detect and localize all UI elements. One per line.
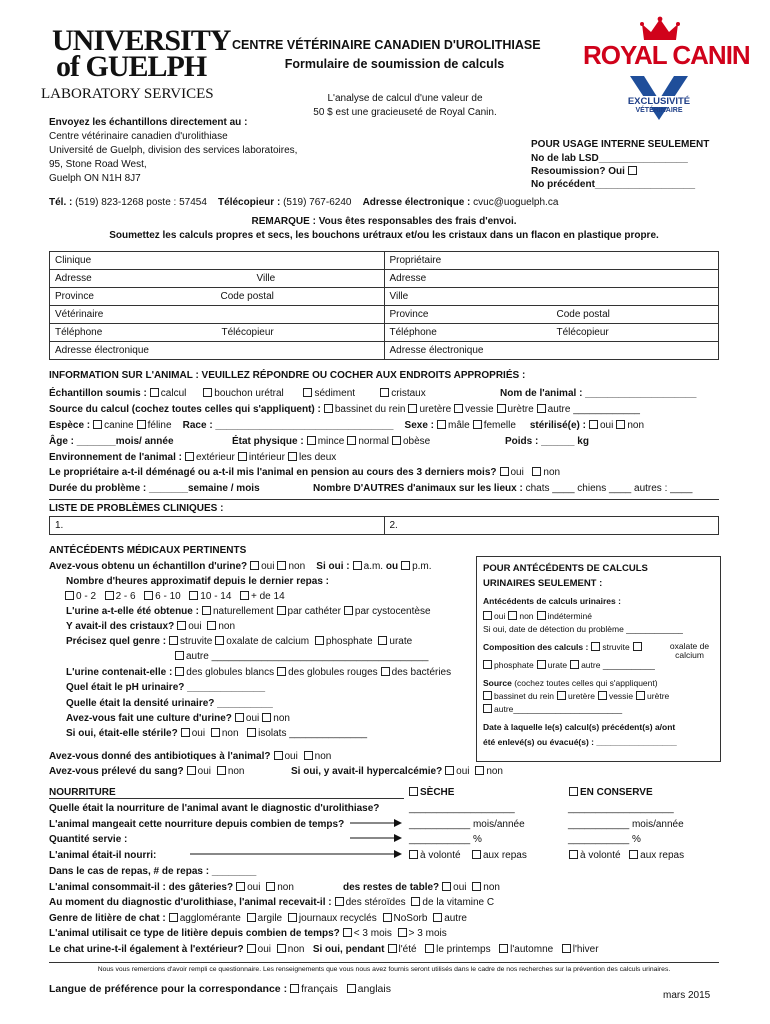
checkbox[interactable] <box>633 642 642 651</box>
resubmission-field[interactable]: Resoumission? Oui <box>531 166 639 177</box>
dry-feeding-options: à volonté aux repas <box>406 850 527 861</box>
checkbox[interactable] <box>472 882 481 891</box>
resubmission-checkbox[interactable] <box>628 166 637 175</box>
clinic-phone-field[interactable]: Téléphone Télécopieur <box>50 324 385 342</box>
address-line-3: 95, Stone Road West, <box>49 159 147 170</box>
ph-field[interactable]: Quel était le pH urinaire? ______________ <box>66 682 265 693</box>
checkbox[interactable] <box>277 561 286 570</box>
checkbox[interactable] <box>175 651 184 660</box>
veterinarian-field[interactable]: Vétérinaire <box>50 306 385 324</box>
checkbox[interactable] <box>187 766 196 775</box>
clinic-owner-table <box>49 251 719 360</box>
checkbox[interactable] <box>236 882 245 891</box>
checkbox[interactable] <box>497 404 506 413</box>
medical-heading: ANTÉCÉDENTS MÉDICAUX PERTINENTS <box>49 545 247 556</box>
checkbox[interactable] <box>169 913 178 922</box>
blood-row: Avez-vous prélevé du sang? oui non <box>49 766 245 777</box>
send-to-heading: Envoyez les échantillons directement au : <box>49 117 248 128</box>
owner-address-field[interactable]: Adresse <box>384 270 719 288</box>
canned-food-name-field[interactable]: ___________________ <box>568 803 674 814</box>
checkbox[interactable] <box>378 636 387 645</box>
checkbox[interactable] <box>177 621 186 630</box>
checkbox[interactable] <box>472 850 481 859</box>
age-row: Âge : _______mois/ année <box>49 436 174 447</box>
checkbox[interactable] <box>235 713 244 722</box>
stone-source-row: Source du calcul (cochez toutes celles qui s'appliquent) : bassinet du rein uretère vessie urètre autre ____________ <box>49 404 640 415</box>
checkbox[interactable] <box>290 984 299 993</box>
checkbox[interactable] <box>473 420 482 429</box>
checkbox[interactable] <box>335 897 344 906</box>
checkbox[interactable] <box>353 561 362 570</box>
form-subtitle: Formulaire de soumission de calculs <box>284 57 505 71</box>
canned-food-header: EN CONSERVE <box>566 787 653 798</box>
checkbox[interactable] <box>569 850 578 859</box>
checkbox[interactable] <box>570 660 579 669</box>
litter-row: Genre de litière de chat : agglomérante argile journaux recyclés NoSorb autre <box>49 913 467 924</box>
checkbox[interactable] <box>454 404 463 413</box>
checkbox[interactable] <box>347 984 356 993</box>
checkbox[interactable] <box>247 913 256 922</box>
checkbox[interactable] <box>274 751 283 760</box>
checkbox[interactable] <box>383 913 392 922</box>
side-date-field[interactable]: Si oui, date de détection du problème ____________ <box>483 624 683 634</box>
side-source-options: bassinet du rein uretère vessie urètre <box>480 691 669 701</box>
checkbox[interactable] <box>557 691 566 700</box>
animal-info-heading: INFORMATION SUR L'ANIMAL : VEUILLEZ RÉPONDRE OU COCHER AUX ENDROITS APPROPRIÉS : <box>49 370 526 381</box>
form-title: CENTRE VÉTÉRINAIRE CANADIEN D'UROLITHIASE <box>232 38 541 52</box>
checkbox[interactable] <box>442 882 451 891</box>
form-date: mars 2015 <box>663 990 711 1001</box>
checkbox[interactable] <box>277 667 286 676</box>
arrow-right-icon <box>350 818 402 831</box>
remark-line-2: Soumettez les calculs propres et secs, les bouchons urétraux et/ou les cristaux dans un flacon en plastique propre. <box>109 230 659 241</box>
side-heading-1: POUR ANTÉCÉDENTS DE CALCULS <box>483 563 648 574</box>
checkbox[interactable] <box>304 751 313 760</box>
dry-food-duration-field[interactable]: ___________ mois/année <box>409 819 525 830</box>
owner-email-field[interactable]: Adresse électronique <box>384 342 719 360</box>
exclusivity-subtext: VÉTÉRINAIRE <box>635 107 683 114</box>
checkbox[interactable] <box>408 404 417 413</box>
checkbox[interactable] <box>381 667 390 676</box>
crystals-row: Y avait-il des cristaux? oui non <box>66 621 236 632</box>
checkbox[interactable] <box>315 636 324 645</box>
checkbox[interactable] <box>150 388 159 397</box>
moved-row: Le propriétaire a-t-il déménagé ou a-t-il mis l'animal en pension au cours des 3 derniers mois? oui non <box>49 467 561 478</box>
checkbox[interactable] <box>392 436 401 445</box>
animal-name-field[interactable]: Nom de l'animal : ____________________ <box>500 388 697 399</box>
checkbox[interactable] <box>185 452 194 461</box>
checkbox[interactable] <box>445 766 454 775</box>
checkbox[interactable] <box>207 621 216 630</box>
clinic-address-field[interactable]: Adresse Ville <box>50 270 385 288</box>
density-field[interactable]: Quelle était la densité urinaire? __________ <box>66 698 273 709</box>
physical-state-row: État physique : mince normal obèse <box>232 436 431 447</box>
checkbox[interactable] <box>483 660 492 669</box>
checkbox[interactable] <box>499 944 508 953</box>
checkbox[interactable] <box>202 606 211 615</box>
problems-table <box>49 516 719 535</box>
feeding-label: L'animal était-il nourri: <box>49 850 157 861</box>
table-scraps-row: des restes de table? oui non <box>343 882 500 893</box>
sterile-row: Si oui, était-elle stérile? oui non isolats ______________ <box>66 728 368 739</box>
checkbox[interactable] <box>307 436 316 445</box>
side-removal-date-1: Date à laquelle le(s) calcul(s) précédent(s) a/ont <box>483 722 676 732</box>
checkbox[interactable] <box>532 467 541 476</box>
checkbox[interactable] <box>437 420 446 429</box>
side-heading-2: URINAIRES SEULEMENT : <box>483 578 603 589</box>
problems-heading: LISTE DE PROBLÈMES CLINIQUES : <box>49 503 224 514</box>
urine-method-row: L'urine a-t-elle été obtenue : naturellement par cathéter par cystocentèse <box>66 606 431 617</box>
checkbox[interactable] <box>537 611 546 620</box>
checkbox[interactable] <box>636 691 645 700</box>
problem-2-field[interactable]: 2. <box>384 517 719 535</box>
laboratory-services: LABORATORY SERVICES <box>41 86 214 102</box>
previous-number-field[interactable]: No précédent__________________ <box>531 179 696 190</box>
address-line-1: Centre vétérinaire canadien d'urolithiase <box>49 131 228 142</box>
remark-line-1: REMARQUE : Vous êtes responsables des frais d'envoi. <box>251 216 517 227</box>
checkbox[interactable] <box>277 944 286 953</box>
hours-options-row: 0 - 2 2 - 6 6 - 10 10 - 14 + de 14 <box>62 591 285 602</box>
side-source-label: Source (cochez toutes celles qui s'appliquent) <box>483 678 658 688</box>
checkbox[interactable] <box>169 636 178 645</box>
checkbox[interactable] <box>181 728 190 737</box>
crystal-other-row: autre _______________________________________ <box>172 651 428 662</box>
crystal-type-row: Précisez quel genre : struvite oxalate de calcium phosphate urate <box>66 636 413 647</box>
quantity-label: Quantité servie : <box>49 834 128 845</box>
checkbox[interactable] <box>483 704 492 713</box>
checkbox[interactable] <box>277 606 286 615</box>
analysis-notice-2: 50 $ est une gracieuseté de Royal Canin. <box>313 107 497 118</box>
thank-you-note: Nous vous remercions d'avoir rempli ce questionnaire. Les renseignements que vous nous avez fournis seront utilisés dans le cadre de nos recherches sur la prévention des calculs urinaires. <box>97 966 671 973</box>
side-oxalate-label: oxalate de calcium <box>669 641 710 660</box>
arrow-right-icon <box>350 833 402 846</box>
side-history-label: Antécédents de calculs urinaires : <box>483 596 621 606</box>
checkbox[interactable] <box>240 591 249 600</box>
problem-duration-field[interactable]: Durée du problème : _______semaine / mois <box>49 483 260 494</box>
address-line-2: Université de Guelph, division des services laboratoires, <box>49 145 298 156</box>
university-logo-line1: UNIVERSITY <box>52 24 231 57</box>
side-composition-row-2: phosphate urate autre ___________ <box>480 660 655 670</box>
university-logo-line2: of GUELPH <box>56 50 207 83</box>
checkbox[interactable] <box>433 913 442 922</box>
side-composition-row: Composition des calculs : struvite <box>483 642 644 652</box>
other-animals-row: Nombre D'AUTRES d'animaux sur les lieux : chats ____ chiens ____ autres : ____ <box>313 483 693 494</box>
checkbox[interactable] <box>411 897 420 906</box>
weight-field[interactable]: Poids : ______ kg <box>505 436 589 447</box>
urine-sample-row: Avez-vous obtenu un échantillon d'urine? oui non Si oui : a.m. ou p.m. <box>49 561 432 572</box>
owner-city-field[interactable]: Ville <box>384 288 719 306</box>
hypercalcemia-row: Si oui, y avait-il hypercalcémie? oui non <box>291 766 503 777</box>
internal-use-heading: POUR USAGE INTERNE SEULEMENT <box>531 139 710 150</box>
checkbox[interactable] <box>562 944 571 953</box>
checkbox[interactable] <box>409 850 418 859</box>
checkbox[interactable] <box>189 591 198 600</box>
food-heading: NOURRITURE <box>49 787 116 798</box>
checkbox[interactable] <box>303 388 312 397</box>
royal-canin-logo: ROYAL CANIN <box>583 40 750 70</box>
checkbox[interactable] <box>388 944 397 953</box>
checkbox[interactable] <box>324 404 333 413</box>
dry-food-name-field[interactable]: ___________________ <box>409 803 515 814</box>
clinic-field[interactable]: Clinique <box>50 252 385 270</box>
owner-field[interactable]: Propriétaire <box>384 252 719 270</box>
dry-food-header: SÈCHE <box>406 787 454 798</box>
treats-row: L'animal consommait-il : des gâteries? oui non <box>49 882 294 893</box>
canned-quantity-field[interactable]: ___________ % <box>568 834 641 845</box>
outdoor-urination-row: Le chat urine-t-il également à l'extérieur? oui non Si oui, pendant l'été le printemps l'automne l'hiver <box>49 944 599 955</box>
hours-since-meal-label: Nombre d'heures approximatif depuis le dernier repas : <box>66 576 330 587</box>
canned-feeding-options: à volonté aux repas <box>566 850 684 861</box>
checkbox[interactable] <box>250 561 259 570</box>
checkbox[interactable] <box>589 420 598 429</box>
checkbox[interactable] <box>598 691 607 700</box>
checkbox[interactable] <box>93 420 102 429</box>
checkbox[interactable] <box>247 728 256 737</box>
checkbox[interactable] <box>425 944 434 953</box>
checkbox[interactable] <box>629 850 638 859</box>
species-row: Espèce : canine féline Race : ________________________________ Sexe : mâle femelle stérilisé(e) : oui non <box>49 420 645 431</box>
owner-province-field[interactable]: Province Code postal <box>384 306 719 324</box>
checkbox[interactable] <box>343 928 352 937</box>
address-line-4: Guelph ON N1H 8J7 <box>49 173 141 184</box>
food-before-label: Quelle était la nourriture de l'animal avant le diagnostic d'urolithiase? <box>49 803 380 814</box>
checkbox[interactable] <box>288 913 297 922</box>
checkbox[interactable] <box>398 928 407 937</box>
checkbox[interactable] <box>591 642 600 651</box>
checkbox[interactable] <box>344 606 353 615</box>
canned-food-duration-field[interactable]: ___________ mois/année <box>568 819 684 830</box>
clinic-email-field[interactable]: Adresse électronique <box>50 342 385 360</box>
checkbox[interactable] <box>211 728 220 737</box>
checkbox[interactable] <box>537 404 546 413</box>
arrow-right-icon <box>190 849 402 862</box>
urine-content-row: L'urine contenait-elle : des globules blancs des globules rouges des bactéries <box>66 667 452 678</box>
checkbox[interactable] <box>380 388 389 397</box>
food-duration-label: L'animal mangeait cette nourriture depuis combien de temps? <box>49 819 345 830</box>
contact-line: Tél. : (519) 823-1268 poste : 57454 Télécopieur : (519) 767-6240 Adresse électronique : cvuc@uoguelph.ca <box>49 197 559 208</box>
checkbox[interactable] <box>569 787 578 796</box>
checkbox[interactable] <box>266 882 275 891</box>
side-source-other: autre_______________________ <box>480 704 622 714</box>
antibiotics-row: Avez-vous donné des antibiotiques à l'animal? oui non <box>49 751 332 762</box>
checkbox[interactable] <box>616 420 625 429</box>
checkbox[interactable] <box>483 691 492 700</box>
environment-row: Environnement de l'animal : extérieur intérieur les deux <box>49 452 337 463</box>
side-history-options: oui non indéterminé <box>480 611 592 621</box>
checkbox[interactable] <box>238 452 247 461</box>
checkbox[interactable] <box>215 636 224 645</box>
checkbox[interactable] <box>475 766 484 775</box>
problem-1-field[interactable]: 1. <box>50 517 385 535</box>
checkbox[interactable] <box>483 611 492 620</box>
checkbox[interactable] <box>288 452 297 461</box>
checkbox[interactable] <box>217 766 226 775</box>
checkbox[interactable] <box>537 660 546 669</box>
checkbox[interactable] <box>401 561 410 570</box>
culture-row: Avez-vous fait une culture d'urine? oui non <box>66 713 290 724</box>
checkbox[interactable] <box>203 388 212 397</box>
checkbox[interactable] <box>508 611 517 620</box>
analysis-notice-1: L'analyse de calcul d'une valeur de <box>327 93 483 104</box>
checkbox[interactable] <box>409 787 418 796</box>
checkbox[interactable] <box>247 944 256 953</box>
steroids-row: Au moment du diagnostic d'urolithiase, l'animal recevait-il : des stéroïdes de la vitamine C <box>49 897 495 908</box>
checkbox[interactable] <box>105 591 114 600</box>
owner-phone-field[interactable]: Téléphone Télécopieur <box>384 324 719 342</box>
checkbox[interactable] <box>347 436 356 445</box>
clinic-province-field[interactable]: Province Code postal <box>50 288 385 306</box>
litter-duration-row: L'animal utilisait ce type de litière depuis combien de temps? < 3 mois > 3 mois <box>49 928 447 939</box>
language-row: Langue de préférence pour la correspondance : français anglais <box>49 983 391 995</box>
checkbox[interactable] <box>500 467 509 476</box>
meals-count-field[interactable]: Dans le cas de repas, # de repas : ________ <box>49 866 257 877</box>
exclusivity-text: EXCLUSIVITÉ <box>612 96 706 107</box>
sample-row: Échantillon soumis : calcul bouchon urétral sédiment cristaux <box>49 388 426 399</box>
checkbox[interactable] <box>65 591 74 600</box>
lab-number-field[interactable]: No de lab LSD________________ <box>531 153 688 164</box>
checkbox[interactable] <box>137 420 146 429</box>
side-removal-date-2[interactable]: été enlevé(s) ou évacué(s) : _________________ <box>483 737 677 747</box>
checkbox[interactable] <box>175 667 184 676</box>
checkbox[interactable] <box>144 591 153 600</box>
checkbox[interactable] <box>262 713 271 722</box>
dry-quantity-field[interactable]: ___________ % <box>409 834 482 845</box>
